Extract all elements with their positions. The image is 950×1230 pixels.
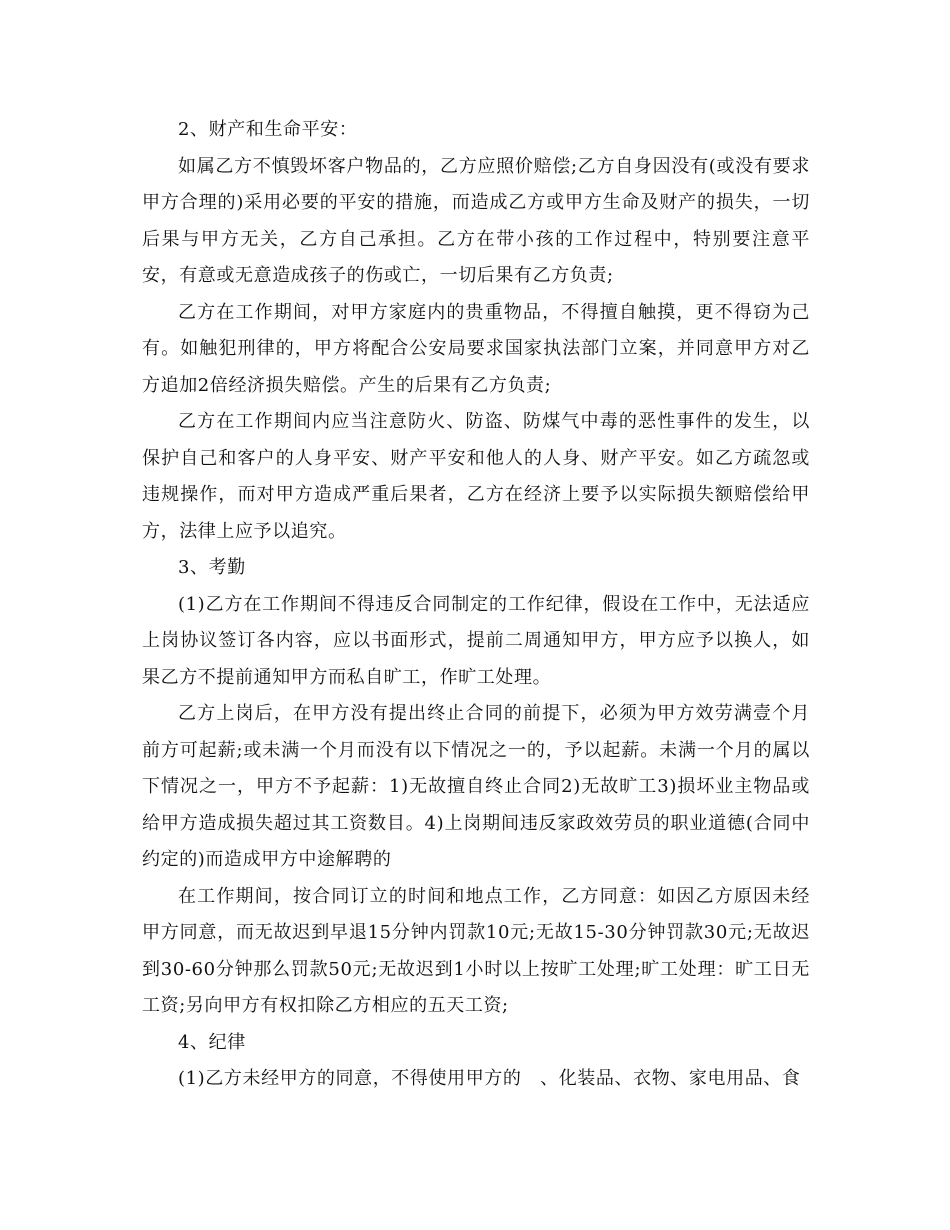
paragraph-work-discipline: (1)乙方在工作期间不得违反合同制定的工作纪律，假设在工作中，无法适应上岗协议签订各内容，应以书面形式，提前二周通知甲方，甲方应予以换人，如果乙方不提前通知甲方而私自旷工，作旷工处理。 [142, 593, 810, 688]
paragraph-valuables: 乙方在工作期间，对甲方家庭内的贵重物品，不得擅自触摸，更不得窃为己有。如触犯刑律的，甲方将配合公安局要求国家执法部门立案，并同意甲方对乙方追加2倍经济损失赔偿。产生的后果有乙方负责; [142, 301, 810, 396]
section-heading-discipline: 4、纪律 [178, 1031, 246, 1053]
paragraph-fire-theft-safety: 乙方在工作期间内应当注意防火、防盗、防煤气中毒的恶性事件的发生，以保护自己和客户的人身平安、财产平安和他人的人身、财产平安。如乙方疏忽或违规操作，而对甲方造成严重后果者，乙方在经济上要予以实际损失额赔偿给甲方，法律上应予以追究。 [142, 411, 810, 542]
document-page [142, 112, 810, 1098]
paragraph-lateness-penalties: 在工作期间，按合同订立的时间和地点工作，乙方同意：如因乙方原因未经甲方同意，而无故迟到早退15分钟内罚款10元;无故15-30分钟罚款30元;无故迟到30-60分钟那么罚款50元;无故迟到1小时以上按旷工处理;旷工处理：旷工日无工资;另向甲方有权扣除乙方相应的五天工资; [142, 885, 810, 1016]
paragraph-property-use: (1)乙方未经甲方的同意，不得使用甲方的 、化装品、衣物、家电用品、食 [178, 1068, 801, 1089]
section-heading-attendance: 3、考勤 [178, 557, 246, 578]
paragraph-salary-start: 乙方上岗后，在甲方没有提出终止合同的前提下，必须为甲方效劳满壹个月前方可起薪;或未满一个月而没有以下情况之一的，予以起薪。未满一个月的属以下情况之一，甲方不予起薪：1)无故擅自终止合同2)无故旷工3)损坏业主物品或给甲方造成损失超过其工资数目。4)上岗期间违反家政效劳员的职业道德(合同中约定的)而造成甲方中途解聘的 [142, 703, 810, 870]
paragraph-damage-compensation: 如属乙方不慎毁坏客户物品的，乙方应照价赔偿;乙方自身因没有(或没有要求甲方合理的)采用必要的平安的措施，而造成乙方或甲方生命及财产的损失，一切后果与甲方无关，乙方自己承担。乙方在带小孩的工作过程中，特别要注意平安，有意或无意造成孩子的伤或亡，一切后果有乙方负责; [142, 155, 810, 286]
section-heading-property-safety: 2、财产和生命平安： [178, 119, 358, 140]
